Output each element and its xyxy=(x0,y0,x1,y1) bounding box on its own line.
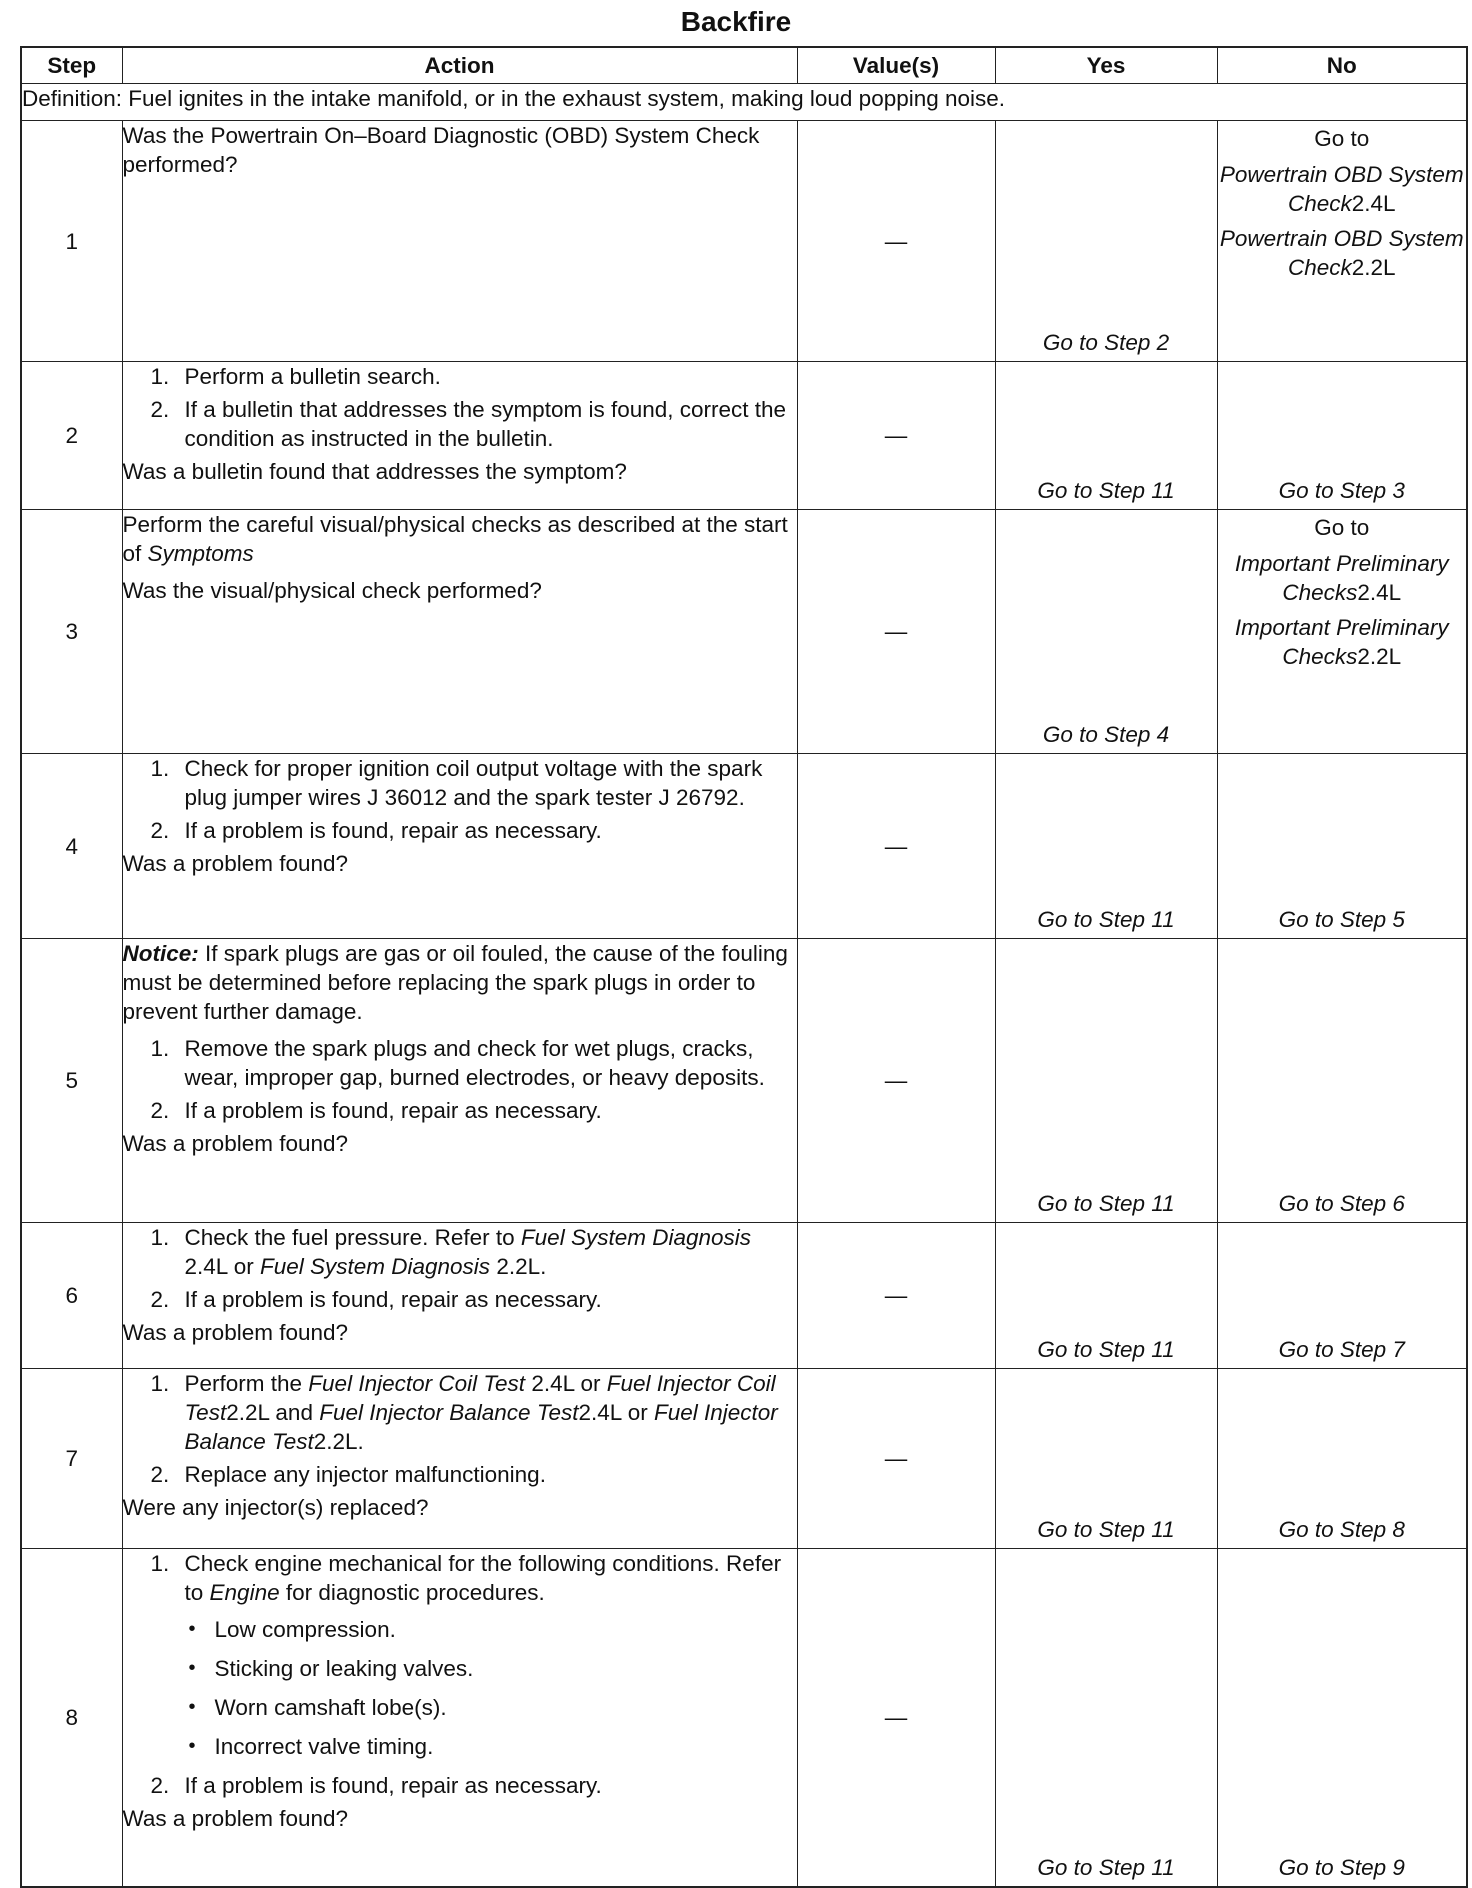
action-question: Was a problem found? xyxy=(122,1806,349,1831)
value-cell: — xyxy=(797,1223,995,1369)
action-item: 2. If a bulletin that addresses the symptom is found, correct the condition as instructed in the bulletin. xyxy=(150,397,787,451)
step-number: 8 xyxy=(21,1549,122,1887)
value-cell: — xyxy=(797,1369,995,1549)
no-lead: Go to xyxy=(1314,515,1370,540)
step-number: 6 xyxy=(21,1223,122,1369)
action-cell xyxy=(122,121,797,362)
action-text: Perform the careful visual/physical checks as described at the start of Symptoms xyxy=(122,512,788,566)
definition-row xyxy=(21,84,1467,121)
action-item: 1. Check for proper ignition coil output voltage with the spark plug jumper wires J 36012 and the spark tester J 26792. xyxy=(150,756,763,810)
action-question: Were any injector(s) replaced? xyxy=(122,1495,429,1520)
action-cell xyxy=(122,1549,797,1887)
header-no: No xyxy=(1217,47,1467,84)
notice-text: Notice: If spark plugs are gas or oil fouled, the cause of the fouling must be determined before replacing the spark plugs in order to prevent further damage. xyxy=(122,941,788,1024)
yes-cell xyxy=(995,1549,1217,1887)
no-ref-link[interactable]: Powertrain OBD System Check2.4L xyxy=(1219,162,1464,216)
list-item: • Incorrect valve timing. xyxy=(185,1732,797,1761)
action-cell xyxy=(122,1223,797,1369)
action-text: Was the Powertrain On–Board Diagnostic (OBD) System Check performed? xyxy=(122,123,760,177)
no-lead: Go to xyxy=(1314,126,1370,151)
value-cell: — xyxy=(797,121,995,362)
table-row xyxy=(21,121,1467,362)
no-cell xyxy=(1217,1369,1467,1549)
action-question: Was the visual/physical check performed? xyxy=(122,578,542,603)
action-item: 1. Remove the spark plugs and check for wet plugs, cracks, wear, improper gap, burned electrodes, or heavy deposits. xyxy=(150,1036,765,1090)
action-cell xyxy=(122,1369,797,1549)
step-number: 4 xyxy=(21,754,122,939)
action-cell xyxy=(122,362,797,510)
action-question: Was a problem found? xyxy=(122,1320,349,1345)
table-row xyxy=(21,510,1467,754)
yes-cell xyxy=(995,121,1217,362)
no-ref-link[interactable]: Important Preliminary Checks2.2L xyxy=(1234,615,1449,669)
table-row xyxy=(21,1223,1467,1369)
page-title: Backfire xyxy=(680,6,792,37)
action-question: Was a problem found? xyxy=(122,851,349,876)
yes-link[interactable]: Go to Step 11 xyxy=(1037,1854,1175,1880)
header-yes: Yes xyxy=(995,47,1217,84)
value-cell: — xyxy=(797,939,995,1223)
step-number: 7 xyxy=(21,1369,122,1549)
table-header-row xyxy=(21,47,1467,84)
value-cell: — xyxy=(797,1549,995,1887)
no-link[interactable]: Go to Step 6 xyxy=(1278,1191,1405,1216)
yes-link[interactable]: Go to Step 11 xyxy=(1037,907,1175,932)
value-cell: — xyxy=(797,510,995,754)
no-cell xyxy=(1217,1223,1467,1369)
diagnostic-table xyxy=(20,46,1468,1888)
action-cell xyxy=(122,510,797,754)
header-step: Step xyxy=(21,47,122,84)
no-cell xyxy=(1217,121,1467,362)
no-link[interactable]: Go to Step 5 xyxy=(1278,907,1405,932)
action-question: Was a problem found? xyxy=(122,1131,349,1156)
action-cell xyxy=(122,939,797,1223)
table-row xyxy=(21,362,1467,510)
no-ref-link[interactable]: Important Preliminary Checks2.4L xyxy=(1234,551,1449,605)
yes-link[interactable]: Go to Step 11 xyxy=(1037,1337,1175,1362)
header-action: Action xyxy=(122,47,797,84)
table-row xyxy=(21,939,1467,1223)
yes-cell xyxy=(995,1369,1217,1549)
no-link[interactable]: Go to Step 8 xyxy=(1278,1517,1405,1542)
no-link[interactable]: Go to Step 7 xyxy=(1278,1337,1405,1362)
action-item: 2. Replace any injector malfunctioning. xyxy=(150,1462,546,1487)
action-cell xyxy=(122,754,797,939)
step-number: 1 xyxy=(21,121,122,362)
action-item: 1. Check engine mechanical for the following conditions. Refer to Engine for diagnostic procedures. • Low compression. • Sticking or leaking valves. • Worn camshaft lobe(s). • Incorrect valve timing. xyxy=(123,1549,797,1761)
no-ref-link[interactable]: Powertrain OBD System Check2.2L xyxy=(1219,226,1464,280)
condition-list xyxy=(185,1615,797,1761)
table-row xyxy=(21,754,1467,939)
table-row xyxy=(21,1369,1467,1549)
no-link[interactable]: Go to Step 3 xyxy=(1278,478,1405,503)
action-question: Was a bulletin found that addresses the symptom? xyxy=(122,459,627,484)
list-item: • Worn camshaft lobe(s). xyxy=(185,1693,797,1722)
header-values: Value(s) xyxy=(797,47,995,84)
no-cell xyxy=(1217,939,1467,1223)
no-cell xyxy=(1217,1549,1467,1887)
step-number: 2 xyxy=(21,362,122,510)
yes-cell xyxy=(995,362,1217,510)
action-item: 1. Check the fuel pressure. Refer to Fuel System Diagnosis 2.4L or Fuel System Diagnosis 2.2L. xyxy=(150,1225,752,1279)
yes-cell xyxy=(995,939,1217,1223)
yes-link[interactable]: Go to Step 2 xyxy=(1042,330,1170,355)
yes-cell xyxy=(995,754,1217,939)
list-item: • Sticking or leaking valves. xyxy=(185,1654,797,1683)
value-cell: — xyxy=(797,754,995,939)
action-item: 1. Perform a bulletin search. xyxy=(150,364,441,389)
no-cell xyxy=(1217,362,1467,510)
action-item: 2. If a problem is found, repair as necessary. xyxy=(150,1773,602,1798)
action-item: 2. If a problem is found, repair as necessary. xyxy=(150,1287,602,1312)
no-link[interactable]: Go to Step 9 xyxy=(1278,1854,1405,1880)
yes-link[interactable]: Go to Step 11 xyxy=(1037,1191,1175,1216)
step-number: 5 xyxy=(21,939,122,1223)
yes-link[interactable]: Go to Step 11 xyxy=(1037,478,1175,503)
action-item: 2. If a problem is found, repair as necessary. xyxy=(150,818,602,843)
yes-link[interactable]: Go to Step 4 xyxy=(1042,722,1170,747)
yes-link[interactable]: Go to Step 11 xyxy=(1037,1517,1175,1542)
list-item: • Low compression. xyxy=(185,1615,797,1644)
action-item: 2. If a problem is found, repair as necessary. xyxy=(150,1098,602,1123)
definition-text: Definition: Fuel ignites in the intake manifold, or in the exhaust system, making loud popping noise. xyxy=(21,84,1467,121)
value-cell: — xyxy=(797,362,995,510)
no-cell xyxy=(1217,510,1467,754)
yes-cell xyxy=(995,1223,1217,1369)
action-item: 1. Perform the Fuel Injector Coil Test 2.4L or Fuel Injector Coil Test2.2L and Fuel Injector Balance Test2.4L or Fuel Injector Balance Test2.2L. xyxy=(150,1371,778,1454)
yes-cell xyxy=(995,510,1217,754)
table-row xyxy=(21,1549,1467,1887)
step-number: 3 xyxy=(21,510,122,754)
no-cell xyxy=(1217,754,1467,939)
